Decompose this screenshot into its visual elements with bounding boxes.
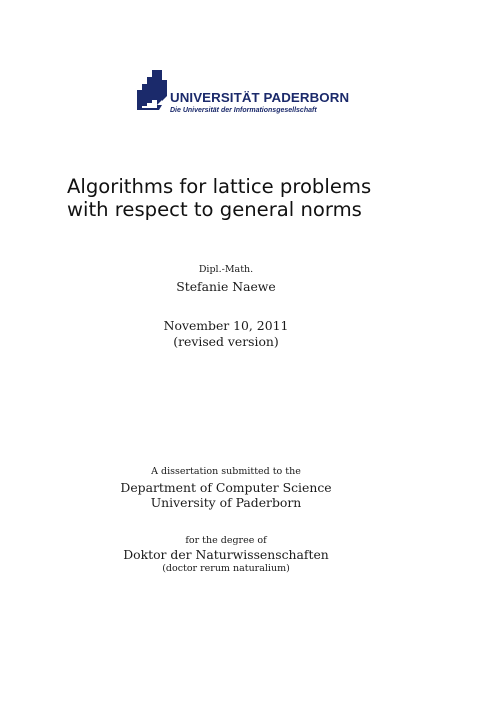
revision-note: (revised version) (173, 334, 279, 349)
department-name: Department of Computer Science (120, 480, 332, 495)
degree-title: Doktor der Naturwissenschaften (123, 547, 329, 562)
document-title-line-2: with respect to general norms (67, 198, 362, 221)
university-logo-tagline: Die Universität der Informationsgesellschaft (170, 107, 317, 114)
university-logo-mark (137, 70, 167, 110)
degree-statement: for the degree of (185, 535, 267, 546)
dissertation-statement: A dissertation submitted to the (151, 466, 301, 477)
document-title (67, 175, 467, 221)
university-logo (137, 70, 367, 122)
university-logo-name: UNIVERSITÄT PADERBORN (170, 90, 350, 105)
author-name: Stefanie Naewe (176, 279, 276, 294)
university-name: University of Paderborn (150, 495, 302, 510)
degree-latin-title: (doctor rerum naturalium) (162, 563, 290, 574)
submission-date: November 10, 2011 (163, 318, 289, 333)
document-title-line-1: Algorithms for lattice problems (67, 175, 372, 198)
author-degree-prefix: Dipl.-Math. (198, 264, 254, 275)
